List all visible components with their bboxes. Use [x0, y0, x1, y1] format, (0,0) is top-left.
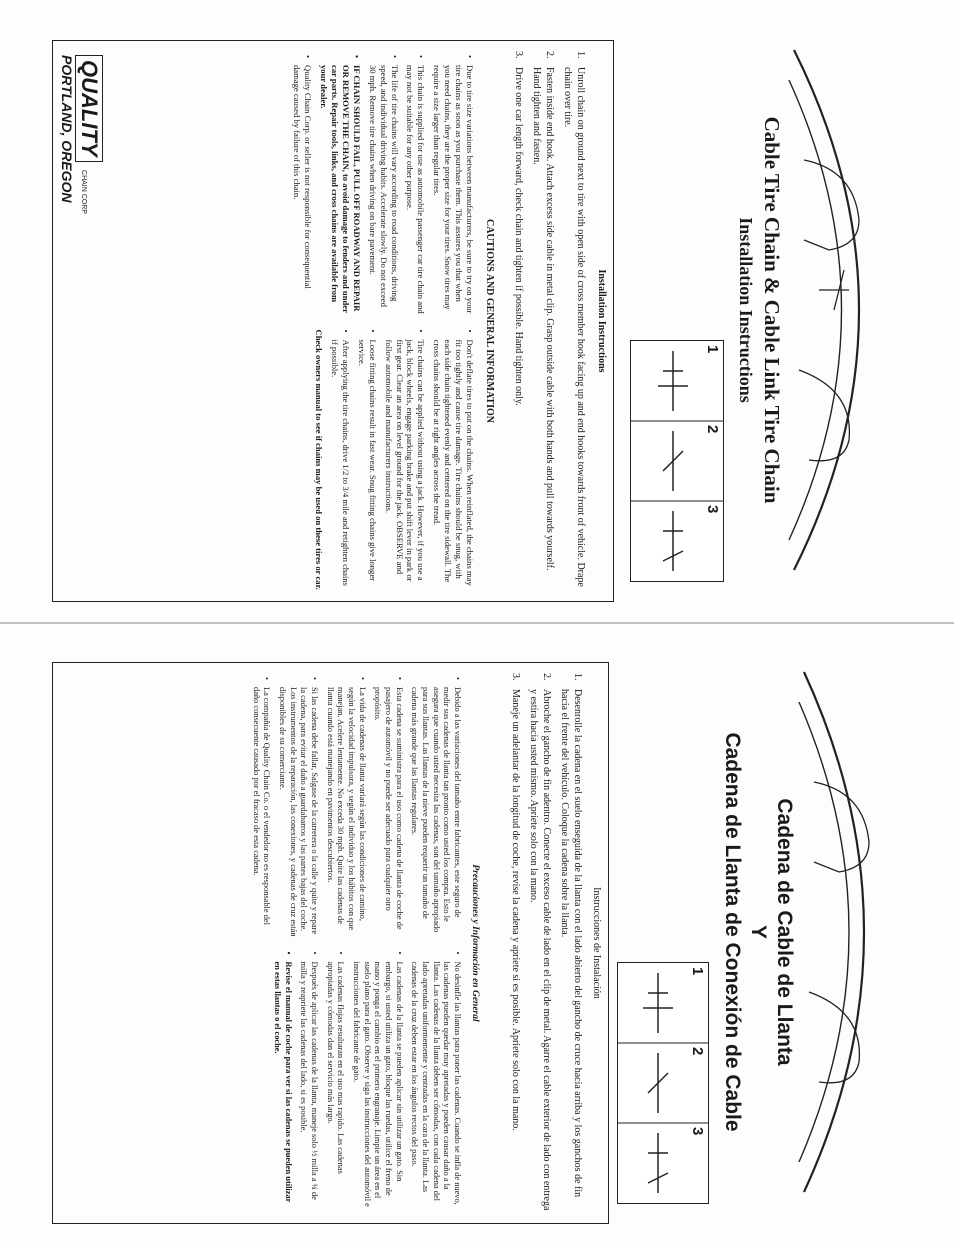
spanish-content [40, 632, 914, 1232]
step-2: 2. Fasten inside end hook. Attach excess side cable in metal clip. Grasp outside cable with both hands and pull towards yourself. Hand tighten and fasten. [531, 51, 555, 571]
spanish-tire-illustration [794, 632, 914, 1232]
city-name: PORTLAND, OREGON [59, 55, 75, 203]
spanish-title-line3: Cadena de Llanta de Conexión de Cable [721, 732, 744, 1132]
owners-note: Check owners manual to see if chains may be used on these tires or car. [314, 329, 325, 590]
spanish-cautions [245, 677, 462, 1212]
es-installation-heading: Instrucciones de Instalación [591, 887, 602, 999]
spanish-title-line1: Cadena de Cable de Llanta [773, 798, 796, 1066]
page-divider [0, 622, 954, 624]
spanish-hook-diagram [618, 963, 708, 1203]
es-cautions-heading: Precauciones y Información en General [470, 864, 480, 1022]
spanish-steps [504, 673, 584, 1213]
logo-wordmark: QUALITY [75, 55, 103, 162]
es-diagram-label-3: 3 [689, 1127, 706, 1136]
es-step-2: 2. Abroche el gancho de fin adentro. Conecte el exceso cable de lado en el clip de metal. Agarre el cable exterior de lado con entrega y estira hacia usted mismo. Apriete solo con la mano. [528, 673, 552, 1211]
es-diagram-label-2: 2 [689, 1047, 706, 1056]
english-instructions-frame [52, 40, 614, 602]
logo-subtext: CHAIN CORP [80, 170, 87, 214]
es-cautions-left-column: • Debido a las variaciones del tamaño entre fabricantes, este seguro de medir sus cadenas de llanta tan pronto como usted los compra. Esto le asegura que cuando usted necesita las cadenas, son del tamaño apropiado para sus llantas. Las llantas de la nieve pueden requerir un tamaño de cadena más grande que las llantas regulares. • Esta cadena se suministra para el uso como cadena de llanta de coche de pasajero de automóvil y no puede ser adecuado para cualquier otro propósito. • La vida de cadenas de llanta variará según las condiciones de camino, según la velocidad impulsora, y según el individuo y los hábitos con que manejan. Acelere lentamente. No exceda 30 mph. Quite las cadenas de llanta cuando está manejando en pavimentos descubiertos. • Si las cadena debe fallar, Salgase de la carretera o la calle y quite y repare la cadena, para evitar el daño a guardabarros y las partes bajas del coche. Los instrumentos de la reparación, las conexiones, y cadenas de cruz están disponibles de su comerciante. • La compañía de Quality Chain Co. o el vendedor no es responsable del daño consecuente causado por el fracaso de esta cadena. [251, 677, 462, 937]
english-rotated-layer [40, 10, 914, 610]
es-cautions-right-column: • No desinfle las llantas para poner las cadenas. Cuando se infla de nuevo, las cadenas pueden quedar muy apretadas y pueden causar daño a la llanta. Las cadenas de la llanta deben ser cómodas, con cada cadena del lado apretadas uniformemente y centradas en la cara de la llanta. Las cadenas de la cruz deben estar en los ángulos rectos del paso. • Las cadenas de la llanta se pueden aplicar sin utilizar un gato. Sin embargo, si usted utiliza un gato, bloque las ruedas, utilice el freno de mano y ponga el cambio en el primero engranaje. Limpie un área en el suelo plano para el gato. Observe y siga las instrucciones del automóvil e instrucciones del fabricante de gato. • Las cadenas flojas resultaran en el uso mas rapido. Las cadenas apropiadas y cómodas dan el servicio más largo. • Después de aplicar las cadenas de la llanta, maneje solo ½ milla a ¾ de milla y reapriete las cadenas del lado, si es posible. • Revise el manual de coche para ver si las cadenas se pueden utilizar en estas llantas o el coche. [245, 952, 462, 1213]
spanish-rotated-layer [40, 632, 914, 1232]
es-diagram-label-1: 1 [689, 967, 706, 976]
diagram-label-3: 3 [704, 505, 721, 514]
english-content [40, 10, 914, 610]
cautions-left-column: • Due to tire size variations between manufacturers, be sure to try on your tire chains as soon as you purchase them. This assures you that when you need chains, they are the proper size for your tires. Snow tires may require a size larger than regular tires. • This chain is supplied for use as automobile passenger car tire chain and may not be suitable for any other purpose. • The life of tire chains will vary according to road conditions, driving speed, and individual driving habits. Accelerate slowly. Do not exceed 30 mph. Remove tire chains when driving on bare pavement. • IF CHAIN SHOULD FAIL, PULL OFF ROADWAY AND REPAIR OR REMOVE THE CHAIN, to avoid damage to fenders and under car parts. Repair tools, links, and cross chains are available from your dealer. • Quality Chain Corp. or seller is not responsible for consequential damage caused by failure of this chain. [292, 55, 475, 314]
hook-diagram [631, 341, 723, 581]
spanish-instructions-frame [52, 662, 609, 1224]
cautions-right-column: • Don't deflate tires to put on the chains. When reinflated, the chains may fit too tightly and cause tire damage. Tire chains should be snug, with each side chain tightened evenly and centered on the tire sidewall. The cross chains should be at right angles across the tread. • Tire chains can be applied without using a jack. However, if you use a jack, block wheels, engage parking brake and put shift lever in park or first gear. Clear an area on level ground for the jack. OBSERVE and follow automobile and manufacturers instructions. • Loose fitting chains result in fast wear. Snug fitting chains give longer service. • After applying the tire chains, drive 1/2 to 3/4 mile and retighten chains if possible. Check owners manual to see if chains may be used on these tires or car. [314, 329, 475, 590]
english-main-title: Cable Tire Chain & Cable Link Tire Chain [760, 116, 784, 504]
diagram-label-2: 2 [704, 425, 721, 434]
es-owners-note: • Revise el manual de coche para ver si las cadenas se pueden utilizar en estas llantas o el coche. [272, 951, 293, 1203]
company-logo [59, 55, 103, 214]
spanish-diagram-strip [617, 962, 709, 1204]
step-3: 3. Drive one car length forward, check chain and tighten if possible. Hand tighten only. [513, 51, 524, 406]
es-step-3: 3. Maneje un adelantar de la longitud de coche, revise la cadena y apriete si es posible. Apriete solo con la mano. [510, 673, 521, 1131]
english-cautions [286, 55, 475, 590]
spanish-title-line2: Y [747, 924, 770, 939]
diagram-label-1: 1 [704, 345, 721, 354]
step-1: 1. Unroll chain on ground next to tire with open side of cross member hook facing up and end hooks towards front of vehicle. Drape chain over tire. [562, 51, 586, 587]
cautions-heading: CAUTIONS AND GENERAL INFORMATION [484, 218, 495, 423]
installation-heading: Installation Instructions [596, 269, 607, 373]
es-step-1: 1. Desenrolle la cadena en el suelo enseguida de la llanta con el lado abierto del gancho de cruce hacia arriba y los ganchos de fin hacia el frente del vehículo. Coloque la cadena sobre la llanta. [559, 673, 583, 1198]
english-diagram-strip [630, 340, 724, 582]
tire-chain-illustration [784, 10, 914, 610]
english-main-subtitle: Installation Instructions [736, 217, 756, 403]
english-steps [507, 51, 587, 591]
